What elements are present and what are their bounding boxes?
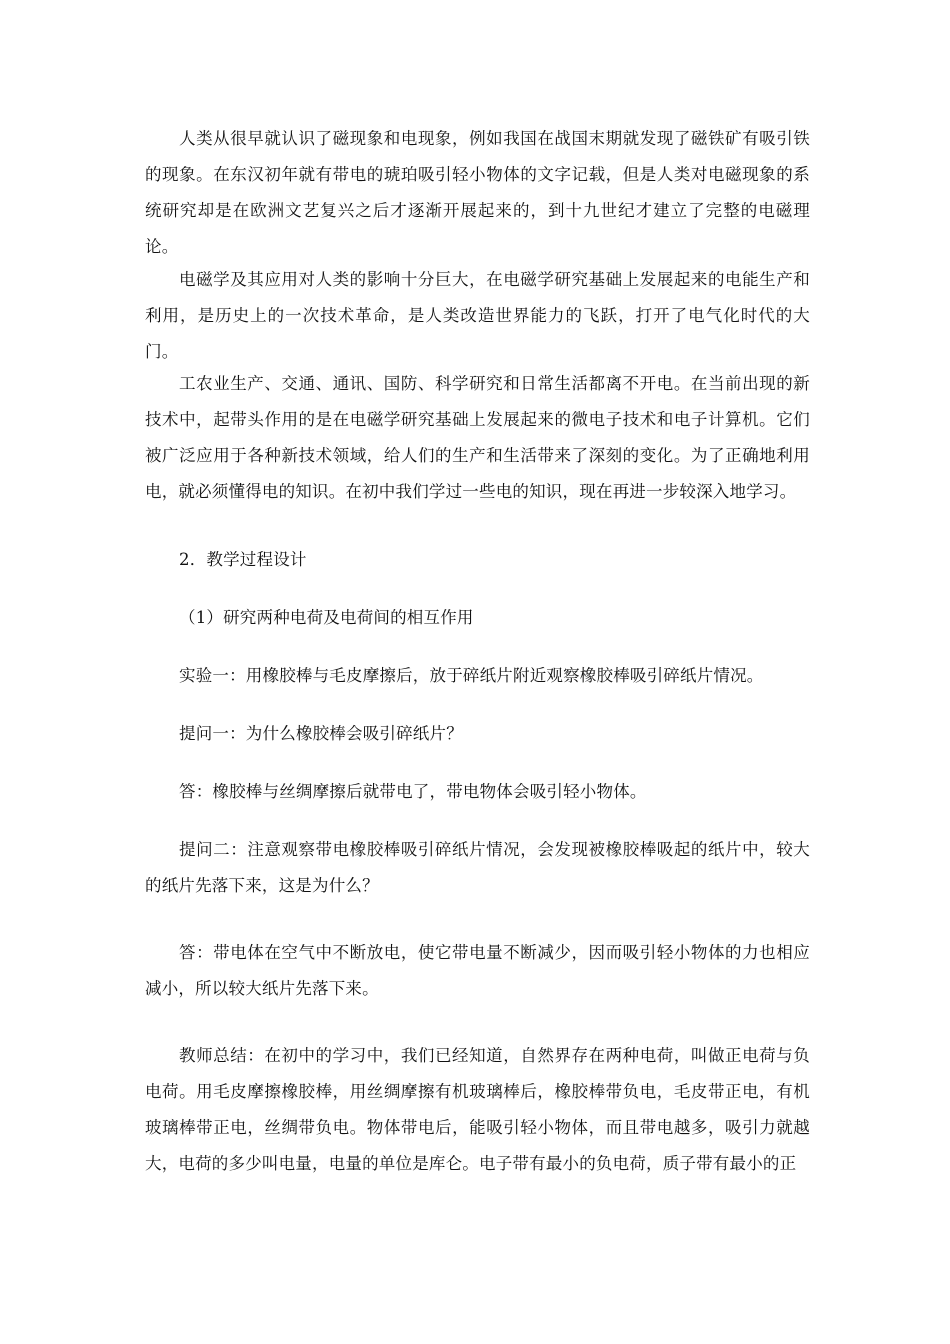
paragraph-answer-2: 答：带电体在空气中不断放电，使它带电量不断减少，因而吸引轻小物体的力也相应减小，所以较大纸片先落下来。	[145, 943, 810, 998]
paragraph-applications: 工农业生产、交通、通讯、国防、科学研究和日常生活都离不开电。在当前出现的新技术中，起带头作用的是在电磁学研究基础上发展起来的微电子技术和电子计算机。它们被广泛应用于各种新技术领域，给人们的生产和生活带来了深刻的变化。为了正确地利用电，就必须懂得电的知识。在初中我们学过一些电的知识，现在再进一步较深入地学习。	[145, 374, 810, 501]
paragraph-question-1: 提问一：为什么橡胶棒会吸引碎纸片？	[179, 724, 463, 743]
subsection-heading-two-charges: （1）研究两种电荷及电荷间的相互作用	[179, 608, 474, 627]
paragraph-impact: 电磁学及其应用对人类的影响十分巨大，在电磁学研究基础上发展起来的电能生产和利用，是历史上的一次技术革命，是人类改造世界能力的飞跃，打开了电气化时代的大门。	[145, 270, 810, 361]
section-heading-teaching-process: 2．教学过程设计	[179, 550, 307, 569]
paragraph-teacher-summary: 教师总结：在初中的学习中，我们已经知道，自然界存在两种电荷，叫做正电荷与负电荷。用毛皮摩擦橡胶棒，用丝绸摩擦有机玻璃棒后，橡胶棒带负电，毛皮带正电，有机玻璃棒带正电，丝绸带负电。物体带电后，能吸引轻小物体，而且带电越多，吸引力就越大，电荷的多少叫电量，电量的单位是库仑。电子带有最小的负电荷，质子带有最小的正	[145, 1046, 810, 1173]
paragraph-question-2: 提问二：注意观察带电橡胶棒吸引碎纸片情况，会发现被橡胶棒吸起的纸片中，较大的纸片先落下来，这是为什么？	[145, 840, 810, 895]
paragraph-history: 人类从很早就认识了磁现象和电现象，例如我国在战国末期就发现了磁铁矿有吸引铁的现象。在东汉初年就有带电的琥珀吸引轻小物体的文字记载，但是人类对电磁现象的系统研究却是在欧洲文艺复兴之后才逐渐开展起来的，到十九世纪才建立了完整的电磁理论。	[145, 129, 810, 256]
paragraph-answer-1: 答：橡胶棒与丝绸摩擦后就带电了，带电物体会吸引轻小物体。	[179, 782, 647, 801]
paragraph-experiment-1: 实验一：用橡胶棒与毛皮摩擦后，放于碎纸片附近观察橡胶棒吸引碎纸片情况。	[179, 666, 764, 685]
